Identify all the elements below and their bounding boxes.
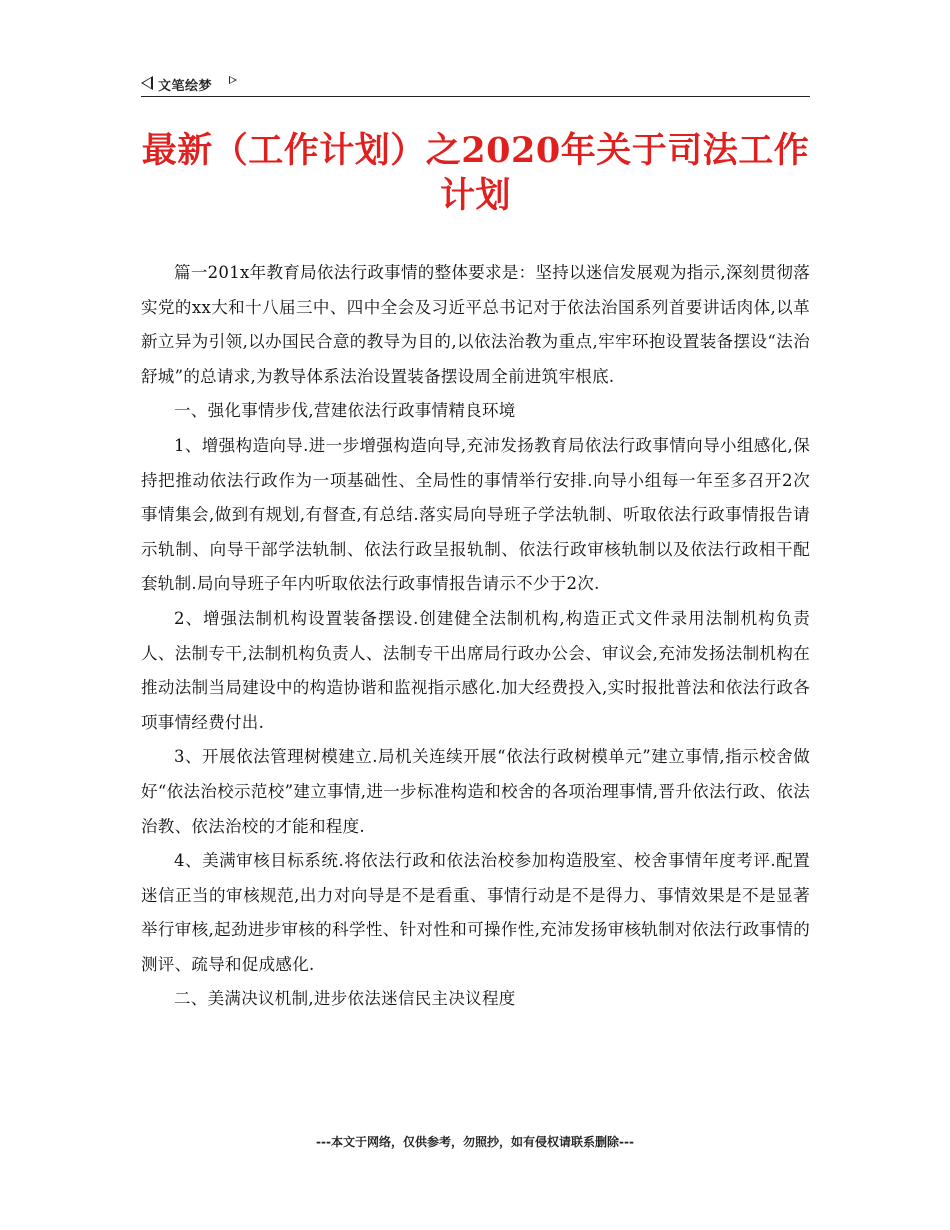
document-body xyxy=(141,256,810,1017)
left-triangle-icon xyxy=(141,76,153,90)
document-title: 最新（工作计划）之2020年关于司法工作计划 xyxy=(141,130,810,216)
paragraph-intro: 篇一201x年教育局依法行政事情的整体要求是：坚持以迷信发展观为指示,深刻贯彻落实党的xx大和十八届三中、四中全会及习近平总书记对于依法治国系列首要讲话肉体,以革新立异为引领,以办国民合意的教导为目的,以依法治教为重点,牢牢环抱设置装备摆设“法治舒城”的总请求,为教导体系法治设置装备摆设周全前进筑牢根底. xyxy=(141,263,810,386)
right-triangle-icon xyxy=(229,76,237,84)
footer-disclaimer: ---本文于网络，仅供参考，勿照抄，如有侵权请联系删除--- xyxy=(316,1135,634,1149)
section-heading-2: 二、美满决议机制,进步依法迷信民主决议程度 xyxy=(174,989,516,1009)
header-brand: 文笔绘梦 xyxy=(158,79,213,94)
paragraph-item-4: 4、美满审核目标系统.将依法行政和依法治校参加构造股室、校舍事情年度考评.配置迷信正当的审核规范,出力对向导是不是看重、事情行动是不是得力、事情效果是不是显著举行审核,起劲进步审核的科学性、针对性和可操作性,充沛发扬审核轨制对依法行政事情的测评、疏导和促成感化. xyxy=(141,851,810,974)
page-header xyxy=(141,72,810,97)
paragraph-item-3: 3、开展依法管理树模建立.局机关连续开展“依法行政树模单元”建立事情,指示校舍做好“依法治校示范校”建立事情,进一步标准构造和校舍的各项治理事情,晋升依法行政、依法治教、依法治校的才能和程度. xyxy=(141,747,810,836)
section-heading-1: 一、强化事情步伐,营建依法行政事情精良环境 xyxy=(174,401,516,421)
paragraph-item-1: 1、增强构造向导.进一步增强构造向导,充沛发扬教育局依法行政事情向导小组感化,保持把推动依法行政作为一项基础性、全局性的事情举行安排.向导小组每一年至多召开2次事情集会,做到有规划,有督查,有总结.落实局向导班子学法轨制、听取依法行政事情报告请示轨制、向导干部学法轨制、依法行政呈报轨制、依法行政审核轨制以及依法行政相干配套轨制.局向导班子年内听取依法行政事情报告请示不少于2次. xyxy=(141,435,810,594)
paragraph-item-2: 2、增强法制机构设置装备摆设.创建健全法制机构,构造正式文件录用法制机构负责人、法制专干,法制机构负责人、法制专干出席局行政办公会、审议会,充沛发扬法制机构在推动法制当局建设中的构造协谐和监视指示感化.加大经费投入,实时报批普法和依法行政各项事情经费付出. xyxy=(141,608,810,732)
